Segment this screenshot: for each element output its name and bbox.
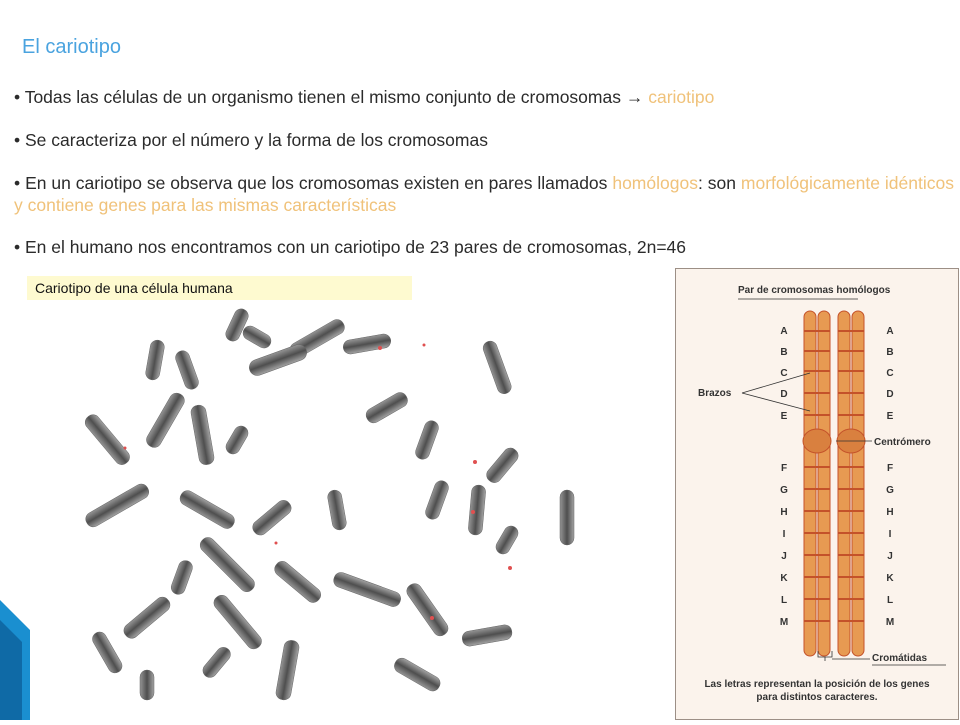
gene-letter-right: I — [888, 529, 892, 540]
gene-letter-left: G — [780, 485, 788, 496]
bullet-2-text: Se caracteriza por el número y la forma de los cromosomas — [25, 130, 488, 150]
gene-letter-right: G — [886, 485, 894, 496]
label-chromatids: Cromátidas — [872, 653, 928, 664]
footer-line-1: Las letras representan la posición de los genes — [704, 679, 930, 690]
gene-letter-right: C — [886, 368, 894, 379]
gene-letter-left: E — [780, 411, 788, 422]
gene-letter-left: K — [780, 573, 788, 584]
corner-decoration — [0, 600, 30, 720]
gene-letter-right: A — [886, 326, 894, 337]
figure-caption: Cariotipo de una célula humana — [27, 276, 412, 300]
gene-letter-left: J — [781, 551, 787, 562]
bullet-4: • En el humano nos encontramos con un cariotipo de 23 pares de cromosomas, 2n=46 — [14, 237, 687, 257]
homologous-diagram — [675, 268, 959, 720]
page-title: El cariotipo — [22, 36, 121, 58]
gene-letter-right: E — [886, 411, 894, 422]
gene-letter-right: L — [886, 595, 894, 606]
gene-letter-left: L — [780, 595, 788, 606]
gene-letter-left: M — [779, 617, 789, 628]
karyotype-image — [80, 300, 590, 720]
gene-letter-left: F — [780, 463, 788, 474]
gene-letter-left: I — [782, 529, 786, 540]
gene-letter-right: H — [886, 507, 894, 518]
bullet-1-text: Todas las células de un organismo tienen el mismo conjunto de cromosomas — [24, 87, 626, 107]
gene-letter-left: D — [780, 389, 788, 400]
bullet-3-text: En un cariotipo se observa que los cromosomas existen en pares llamados — [25, 173, 613, 193]
gene-letter-left: A — [780, 326, 788, 337]
bullet-2: • Se caracteriza por el número y la forma de los cromosomas — [14, 130, 488, 150]
gene-letter-right: F — [886, 463, 894, 474]
gene-letter-right: M — [885, 617, 895, 628]
bullet-3-continuation: morfológicamente idénticos y contiene genes para las mismas características — [14, 173, 954, 215]
highlight-homologos: homólogos — [612, 173, 698, 193]
arrow-icon: → — [625, 87, 644, 107]
gene-letter-right: D — [886, 389, 894, 400]
label-arms: Brazos — [698, 388, 732, 399]
gene-letter-right: J — [887, 551, 893, 562]
label-centromere: Centrómero — [874, 437, 931, 448]
highlight-cariotipo: cariotipo — [648, 87, 715, 107]
gene-letter-left: H — [780, 507, 788, 518]
bullet-4-text: En el humano nos encontramos con un cariotipo de 23 pares de cromosomas, 2n=46 — [25, 237, 687, 257]
chromosome-left — [803, 311, 831, 656]
gene-letter-left: C — [780, 368, 788, 379]
bullet-3: • En un cariotipo se observa que los cromosomas existen en pares llamados homólogos: son morfológicamente idénticos y contiene genes para las mismas características — [14, 173, 954, 215]
gene-letter-left: B — [780, 347, 788, 358]
footer-line-2: para distintos caracteres. — [756, 692, 878, 703]
gene-letter-right: B — [886, 347, 894, 358]
gene-letter-right: K — [886, 573, 894, 584]
diagram-title: Par de cromosomas homólogos — [738, 285, 891, 296]
bullet-3-after: : son — [697, 173, 736, 193]
bullet-1: • Todas las células de un organismo tienen el mismo conjunto de cromosomas → cariotipo — [14, 87, 715, 107]
chromosome-right — [837, 311, 865, 656]
